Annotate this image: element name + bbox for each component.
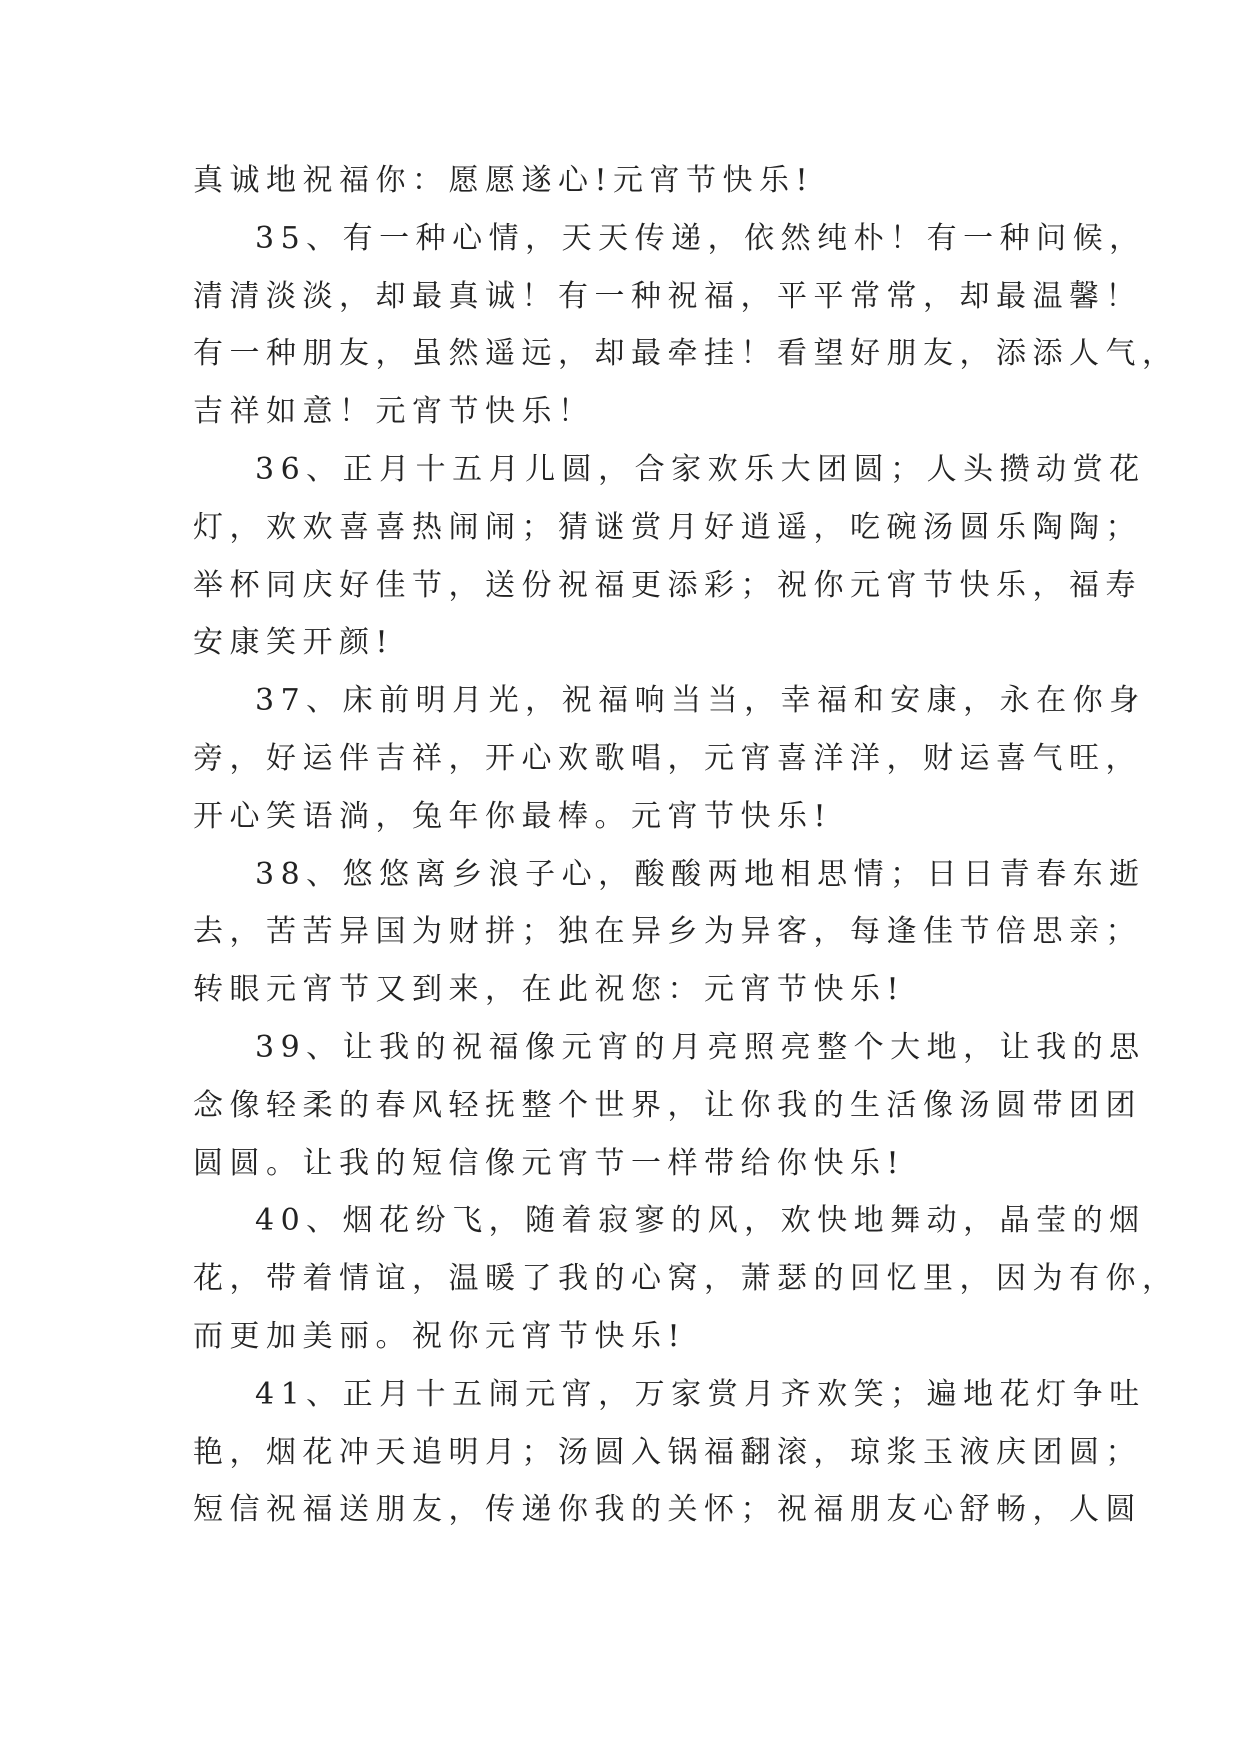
text-line: 旁，好运伴吉祥，开心欢歌唱，元宵喜洋洋，财运喜气旺， xyxy=(193,740,1142,776)
text-line: 花，带着情谊，温暖了我的心窝，萧瑟的回忆里，因为有你， xyxy=(193,1261,1179,1297)
text-line: 短信祝福送朋友，传递你我的关怀；祝福朋友心舒畅，人圆 xyxy=(193,1492,1142,1528)
text-line: 而更加美丽。祝你元宵节快乐! xyxy=(193,1318,687,1354)
paragraph-35 xyxy=(193,210,1179,441)
paragraph-37 xyxy=(193,672,1146,845)
paragraph-38 xyxy=(193,846,1146,1019)
text-line: 圆圆。让我的短信像元宵节一样带给你快乐! xyxy=(193,1145,906,1181)
text-line: 真诚地祝福你：愿愿遂心!元宵节快乐! xyxy=(193,163,815,198)
text-line: 举杯同庆好佳节，送份祝福更添彩；祝你元宵节快乐，福寿 xyxy=(193,567,1142,603)
text-line: 36、正月十五月儿圆，合家欢乐大团圆；人头攒动赏花 xyxy=(255,451,1146,487)
paragraph-continued xyxy=(193,152,1063,210)
text-line: 去，苦苦异国为财拼；独在异乡为异客，每逢佳节倍思亲； xyxy=(193,914,1142,950)
paragraph-40 xyxy=(193,1192,1179,1365)
text-line: 吉祥如意！元宵节快乐！ xyxy=(193,394,595,430)
text-line: 37、床前明月光，祝福响当当，幸福和安康，永在你身 xyxy=(255,683,1146,719)
text-line: 41、正月十五闹元宵，万家赏月齐欢笑；遍地花灯争吐 xyxy=(255,1376,1146,1412)
text-line: 39、让我的祝福像元宵的月亮照亮整个大地，让我的思 xyxy=(255,1029,1146,1065)
text-line: 35、有一种心情，天天传递，依然纯朴！有一种问候， xyxy=(255,220,1146,256)
text-line: 安康笑开颜! xyxy=(193,625,395,661)
text-line: 清清淡淡，却最真诚！有一种祝福，平平常常，却最温馨！ xyxy=(193,278,1142,314)
document-body xyxy=(193,152,1179,1539)
text-line: 开心笑语淌，兔年你最棒。元宵节快乐! xyxy=(193,798,833,834)
text-line: 艳，烟花冲天追明月；汤圆入锅福翻滚，琼浆玉液庆团圆； xyxy=(193,1434,1142,1470)
text-line: 38、悠悠离乡浪子心，酸酸两地相思情；日日青春东逝 xyxy=(255,856,1146,892)
text-line: 灯，欢欢喜喜热闹闹；猜谜赏月好逍遥，吃碗汤圆乐陶陶； xyxy=(193,509,1142,545)
text-line: 40、烟花纷飞，随着寂寥的风，欢快地舞动，晶莹的烟 xyxy=(255,1203,1146,1239)
text-line: 念像轻柔的春风轻抚整个世界，让你我的生活像汤圆带团团 xyxy=(193,1087,1142,1123)
text-line: 转眼元宵节又到来，在此祝您：元宵节快乐! xyxy=(193,972,906,1008)
text-line: 有一种朋友，虽然遥远，却最牵挂！看望好朋友，添添人气， xyxy=(193,336,1179,372)
paragraph-39 xyxy=(193,1019,1146,1192)
paragraph-41 xyxy=(193,1366,1146,1539)
paragraph-36 xyxy=(193,441,1146,672)
